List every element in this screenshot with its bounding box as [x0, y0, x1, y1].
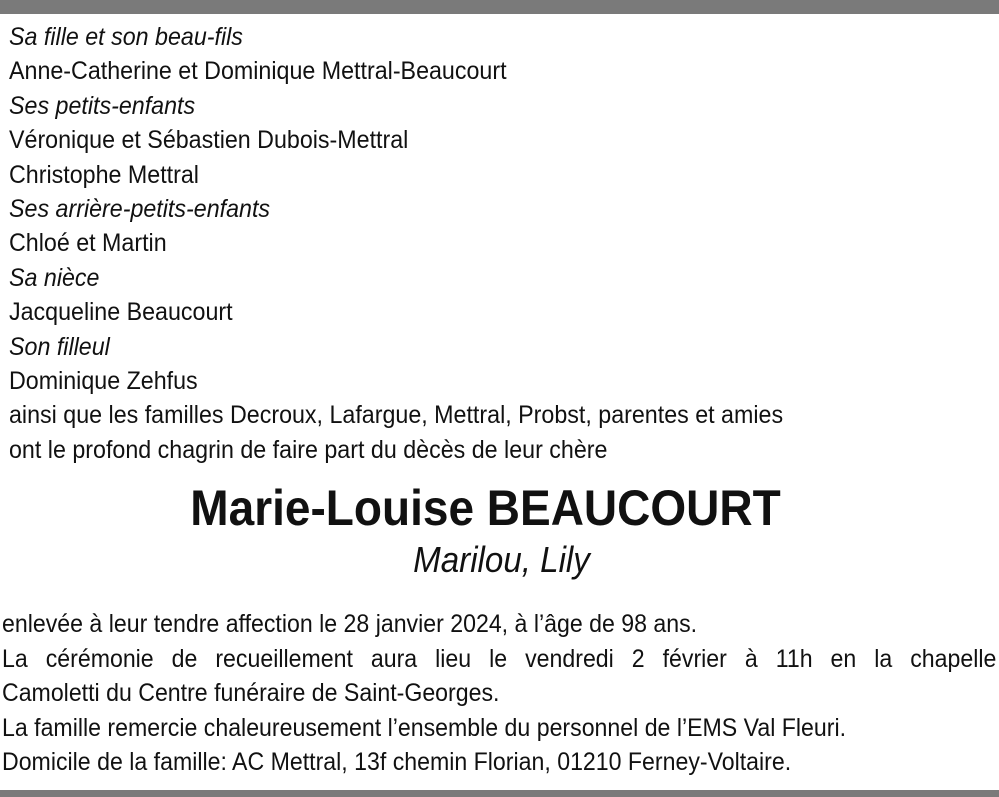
- deceased-name: Marie-Louise BEAUCOURT: [190, 480, 781, 536]
- announcement-intro: ont le profond chagrin de faire part du dècès de leur chère: [9, 435, 608, 464]
- bottom-rule: [0, 790, 999, 797]
- family-role-daughter: Sa fille et son beau-fils: [9, 23, 243, 51]
- family-names-daughter: Anne-Catherine et Dominique Mettral-Beaucourt: [9, 57, 507, 86]
- family-role-grandchildren: Ses petits-enfants: [9, 91, 196, 120]
- details-ceremony-place: Camoletti du Centre funéraire de Saint-Georges.: [2, 679, 500, 707]
- family-role-niece: Sa nièce: [9, 263, 100, 292]
- family-role-godson: Son filleul: [9, 332, 110, 361]
- family-names-niece: Jacqueline Beaucourt: [9, 298, 233, 327]
- family-list: [9, 20, 989, 467]
- deceased-nickname: Marilou, Lily: [413, 539, 590, 580]
- family-names-godson: Dominique Zehfus: [9, 366, 198, 395]
- family-names-grandchildren-2: Christophe Mettral: [9, 160, 199, 189]
- details-thanks: La famille remercie chaleureusement l’ensemble du personnel de l’EMS Val Fleuri.: [2, 713, 847, 742]
- family-extended: ainsi que les familles Decroux, Lafargue, Mettral, Probst, parentes et amies: [9, 401, 784, 430]
- family-names-great-grandchildren: Chloé et Martin: [9, 229, 167, 258]
- deceased-block: [0, 478, 999, 582]
- details-block: [2, 607, 996, 780]
- family-role-great-grandchildren: Ses arrière-petits-enfants: [9, 194, 271, 223]
- family-names-grandchildren-1: Véronique et Sébastien Dubois-Mettral: [9, 126, 409, 155]
- details-ceremony: La cérémonie de recueillement aura lieu le vendredi 2 février à 11h en la chapelle: [2, 644, 997, 673]
- top-rule: [0, 0, 999, 14]
- details-death: enlevée à leur tendre affection le 28 janvier 2024, à l’âge de 98 ans.: [2, 610, 698, 638]
- details-address: Domicile de la famille: AC Mettral, 13f chemin Florian, 01210 Ferney-Voltaire.: [2, 748, 792, 776]
